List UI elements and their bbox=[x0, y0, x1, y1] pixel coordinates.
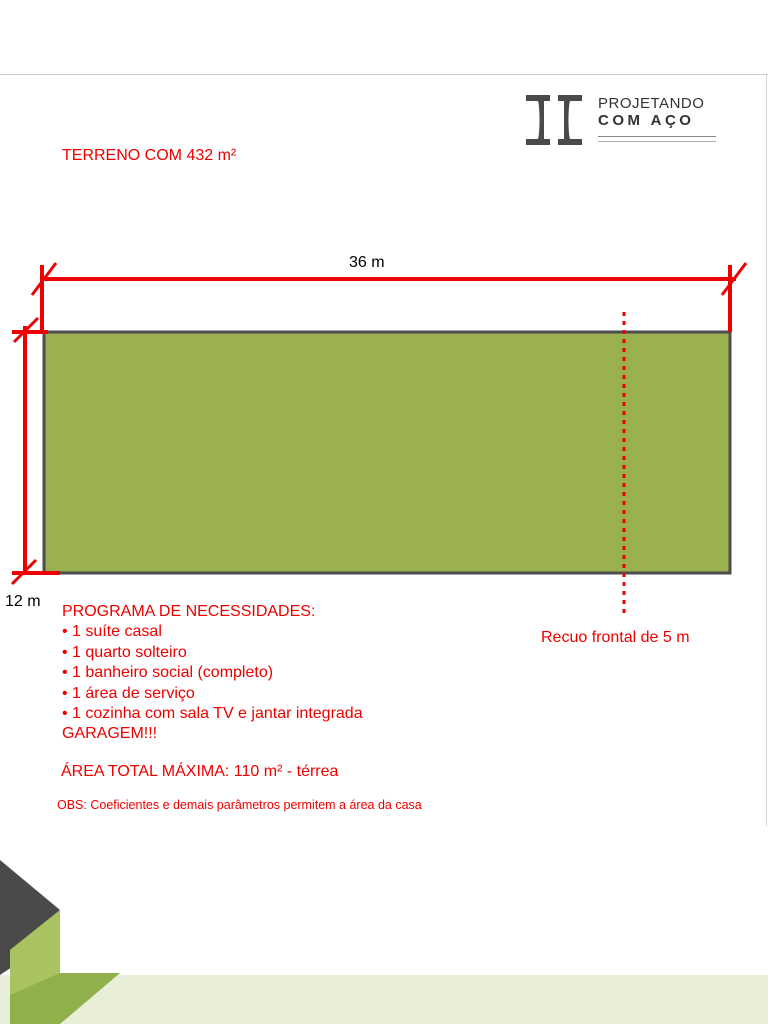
obs-note: OBS: Coeficientes e demais parâmetros permitem a área da casa bbox=[57, 798, 422, 812]
setback-label: Recuo frontal de 5 m bbox=[541, 629, 690, 646]
depth-label: 12 m bbox=[5, 593, 41, 610]
logo-line-2: COM AÇO bbox=[598, 112, 695, 129]
list-item: • 1 área de serviço bbox=[62, 684, 195, 702]
max-area-text: ÁREA TOTAL MÁXIMA: 110 m² - térrea bbox=[61, 763, 339, 780]
corner-decoration bbox=[0, 855, 130, 1024]
page-title: TERRENO COM 432 m² bbox=[62, 147, 237, 164]
logo-line-1: PROJETANDO bbox=[598, 95, 705, 112]
list-item: • 1 cozinha com sala TV e jantar integrada bbox=[62, 705, 363, 723]
list-item: • 1 quarto solteiro bbox=[62, 643, 187, 661]
program-heading: PROGRAMA DE NECESSIDADES: bbox=[62, 603, 316, 620]
program-list bbox=[62, 622, 363, 724]
program-block bbox=[62, 602, 363, 745]
lot-rectangle bbox=[44, 332, 730, 573]
list-item: • 1 suíte casal bbox=[62, 623, 162, 641]
width-label: 36 m bbox=[349, 254, 385, 271]
list-item: • 1 banheiro social (completo) bbox=[62, 664, 274, 682]
program-extra: GARAGEM!!! bbox=[62, 725, 158, 743]
